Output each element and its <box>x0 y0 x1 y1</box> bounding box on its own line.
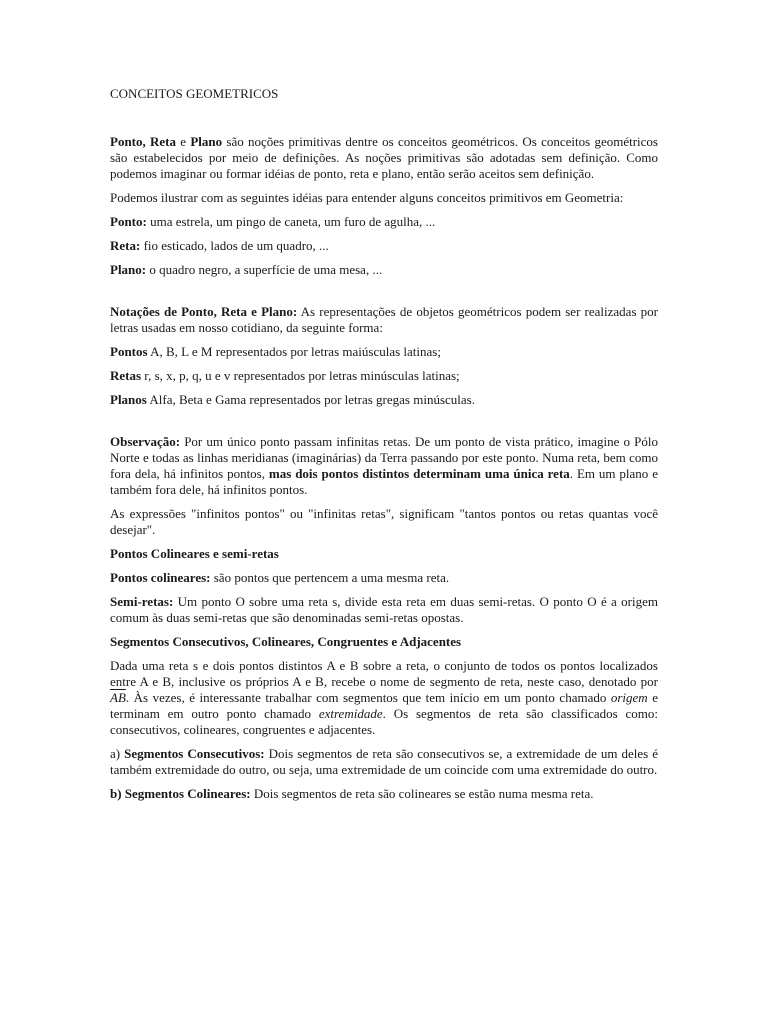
item-text: Dois segmentos de reta são colineares se estão numa mesma reta. <box>250 786 594 801</box>
pontos-colineares-paragraph <box>110 570 658 586</box>
notation-pontos <box>110 344 658 360</box>
item-a-paragraph <box>110 746 658 778</box>
notation-label: Retas <box>110 368 142 383</box>
expressoes-paragraph: As expressões "infinitos pontos" ou "infinitas retas", significam "tantos pontos ou retas quantas você desejar". <box>110 506 658 537</box>
example-label: Reta: <box>110 238 141 253</box>
notation-label: Pontos <box>110 344 148 359</box>
conjunction: e <box>176 134 191 149</box>
notation-planos <box>110 392 658 408</box>
heading-segmentos <box>110 634 658 650</box>
term-extremidade: extremidade <box>318 706 383 721</box>
intro-text: são noções primitivas dentre os conceitos geométricos. Os conceitos geométricos são estabelecidos por meio de definições. As noções primitivas são adotadas sem definição. Como podemos imaginar ou formar idéias de ponto, reta e plano, então serão aceitos sem definição. <box>110 134 658 181</box>
example-ponto <box>110 214 658 230</box>
example-reta <box>110 238 658 254</box>
section-heading: Segmentos Consecutivos, Colineares, Congruentes e Adjacentes <box>110 634 462 649</box>
segmento-text: . Às vezes, é interessante trabalhar com segmentos que tem início em um ponto chamado <box>125 690 611 705</box>
definition-text: são pontos que pertencem a uma mesma reta. <box>210 570 450 585</box>
intro-paragraph <box>110 134 658 182</box>
notation-retas <box>110 368 658 384</box>
notation-text: Alfa, Beta e Gama representados por letras gregas minúsculas. <box>146 392 475 407</box>
term-origem: origem <box>610 690 648 705</box>
notacoes-text: As representações de objetos geométricos podem ser realizadas por letras usadas em nosso cotidiano, da seguinte forma: <box>110 304 658 335</box>
definition-text: Um ponto O sobre uma reta s, divide esta reta em duas semi-retas. O ponto O é a origem comum às duas semi-retas que são denominadas semi-retas opostas. <box>110 594 658 625</box>
segmento-text: . Os segmentos de reta são classificados como: consecutivos, colineares, congruentes e adjacentes. <box>110 706 658 737</box>
item-prefix: a) <box>110 746 125 761</box>
observacao-emphasis: mas dois pontos distintos determinam uma única reta <box>268 466 570 481</box>
segmento-text: e terminam em outro ponto chamado <box>110 690 658 721</box>
segmento-text: Dada uma reta s e dois pontos distintos A e B sobre a reta, o conjunto de todos os pontos localizados entre A e B, inclusive os próprios A e B, recebe o nome de segmento de reta, neste caso, denotado por <box>110 658 658 689</box>
segmento-paragraph <box>110 658 658 738</box>
example-plano <box>110 262 658 278</box>
notacoes-label: Notações de Ponto, Reta e Plano: <box>110 304 298 319</box>
document-page <box>110 86 658 810</box>
semiretas-paragraph <box>110 594 658 626</box>
notacoes-paragraph <box>110 304 658 336</box>
item-label: b) Segmentos Colineares: <box>110 786 251 801</box>
example-label: Plano: <box>110 262 147 277</box>
segment-ab-notation: $\overline{AB}$ <box>110 690 126 705</box>
observacao-label: Observação: <box>110 434 181 449</box>
definition-label: Semi-retas: <box>110 594 174 609</box>
item-label: Segmentos Consecutivos: <box>124 746 265 761</box>
example-text: fio esticado, lados de um quadro, ... <box>140 238 329 253</box>
section-heading: Pontos Colineares e semi-retas <box>110 546 279 561</box>
notation-text: r, s, x, p, q, u e v representados por letras minúsculas latinas; <box>141 368 460 383</box>
definition-label: Pontos colineares: <box>110 570 211 585</box>
item-text: Dois segmentos de reta são consecutivos se, a extremidade de um deles é também extremidade do outro, ou seja, uma extremidade de um coincide com uma extremidade do outro. <box>110 746 658 777</box>
page-title: CONCEITOS GEOMETRICOS <box>110 86 279 101</box>
observacao-text: . Em um plano e também fora dele, há infinitos pontos. <box>110 466 658 497</box>
notation-label: Planos <box>110 392 147 407</box>
heading-colineares <box>110 546 658 562</box>
example-label: Ponto: <box>110 214 147 229</box>
term-plano: Plano <box>190 134 223 149</box>
ilustrar-paragraph: Podemos ilustrar com as seguintes idéias para entender alguns conceitos primitivos em Geometria: <box>110 190 624 205</box>
observacao-text: Por um único ponto passam infinitas retas. De um ponto de vista prático, imagine o Pólo Norte e todas as linhas meridianas (imaginárias) da Terra passando por este ponto. Numa reta, bem como fora dela, há infinitos pontos, <box>110 434 658 481</box>
example-text: uma estrela, um pingo de caneta, um furo de agulha, ... <box>146 214 436 229</box>
item-b-paragraph <box>110 786 658 802</box>
observacao-paragraph <box>110 434 658 498</box>
example-text: o quadro negro, a superfície de uma mesa, ... <box>146 262 383 277</box>
notation-text: A, B, L e M representados por letras maiúsculas latinas; <box>147 344 441 359</box>
term-ponto-reta: Ponto, Reta <box>110 134 177 149</box>
